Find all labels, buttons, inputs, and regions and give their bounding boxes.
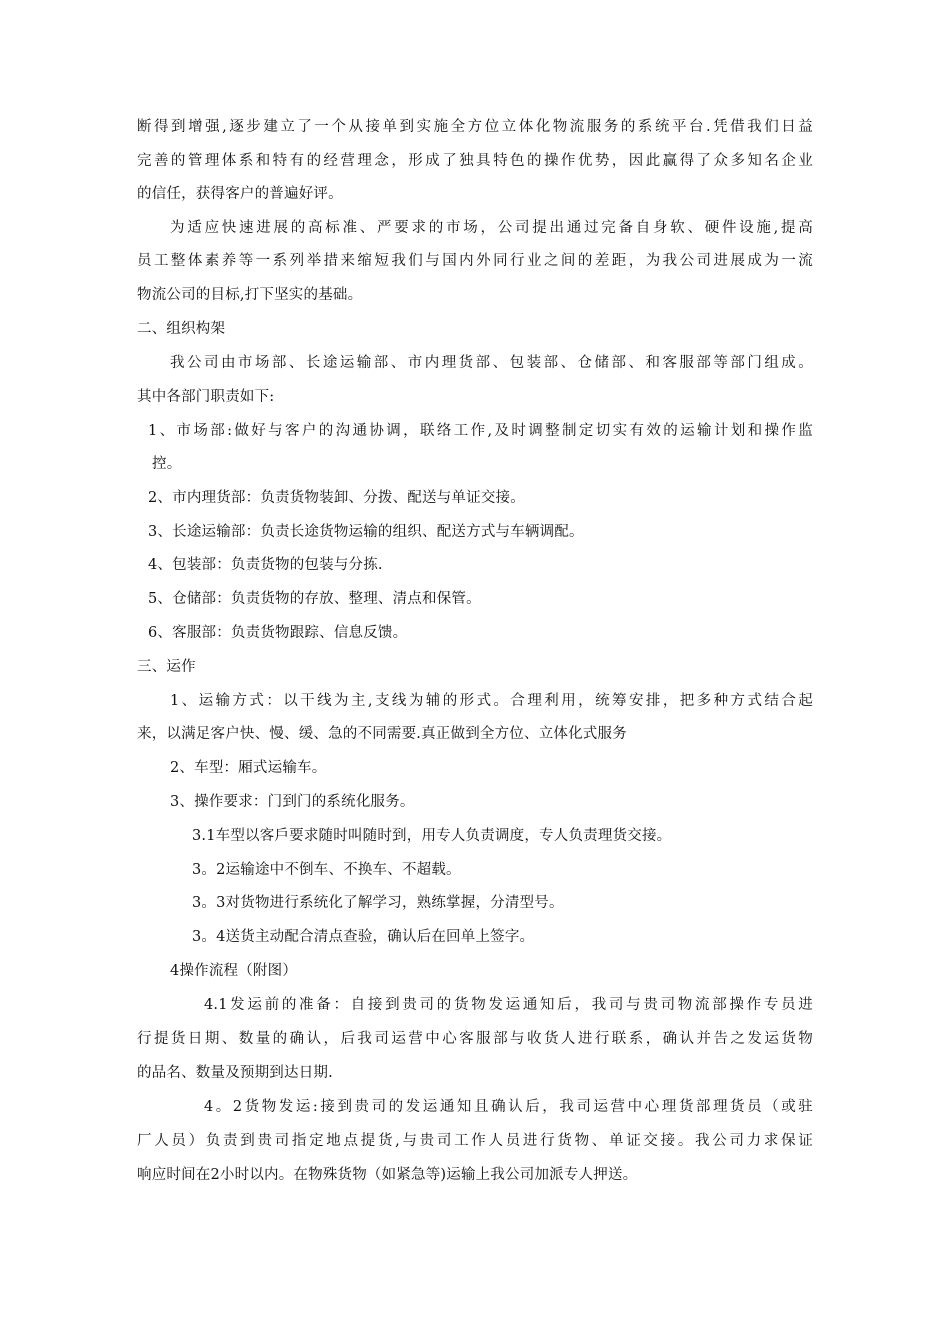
paragraph-line: 1、运输方式：以干线为主,支线为辅的形式。合理利用，统筹安排，把多种方式结合起 — [170, 693, 813, 709]
paragraph-line: 4操作流程（附图） — [170, 963, 298, 979]
list-item: 3。3对货物进行系统化了解学习，熟练掌握，分清型号。 — [192, 895, 564, 911]
paragraph-line: 断得到增强,逐步建立了一个从接单到实施全方位立体化物流服务的系统平台.凭借我们日益 — [137, 119, 813, 135]
paragraph-line: 行提货日期、数量的确认，后我司运营中心客服部与收货人进行联系，确认并告之发运货物 — [137, 1031, 813, 1047]
paragraph-line: 员工整体素养等一系列举措来缩短我们与国内外同行业之间的差距，为我公司进展成为一流 — [137, 253, 813, 269]
list-item: 控。 — [152, 456, 182, 472]
paragraph-line: 来，以满足客户快、慢、缓、急的不同需要.真正做到全方位、立体化式服务 — [137, 726, 627, 742]
list-item: 6、客服部：负责货物跟踪、信息反馈。 — [148, 625, 408, 641]
paragraph-line: 2、车型：厢式运输车。 — [170, 760, 327, 776]
paragraph-line: 我公司由市场部、长途运输部、市内理货部、包装部、仓储部、和客服部等部门组成。 — [170, 355, 813, 371]
list-item: 1、市场部:做好与客户的沟通协调，联络工作,及时调整制定切实有效的运输计划和操作监 — [148, 423, 813, 439]
paragraph-line: 4。2货物发运:接到贵司的发运通知且确认后，我司运营中心理货部理货员（或驻 — [204, 1099, 813, 1115]
paragraph-line: 物流公司的目标,打下坚实的基础。 — [137, 287, 363, 303]
list-item: 5、仓储部：负责货物的存放、整理、清点和保管。 — [148, 591, 481, 607]
paragraph-line: 响应时间在2小时以内。在物殊货物（如紧急等)运输上我公司加派专人押送。 — [137, 1167, 638, 1183]
paragraph-line: 的信任，获得客户的普遍好评。 — [137, 186, 343, 202]
paragraph-line: 为适应快速进展的高标准、严要求的市场，公司提出通过完备自身软、硬件设施,提高 — [170, 220, 813, 236]
list-item: 4、包装部：负责货物的包装与分拣. — [148, 557, 383, 573]
paragraph-line: 3、操作要求：门到门的系统化服务。 — [170, 794, 415, 810]
paragraph-line: 厂人员）负责到贵司指定地点提货,与贵司工作人员进行货物、单证交接。我公司力求保证 — [137, 1133, 813, 1149]
list-item: 3.1车型以客戶要求随时叫随时到，用专人负责调度，专人负责理货交接。 — [192, 828, 672, 844]
list-item: 2、市内理货部：负责货物装卸、分拨、配送与单证交接。 — [148, 490, 525, 506]
list-item: 3。4送货主动配合清点查验，确认后在回单上签字。 — [192, 929, 535, 945]
paragraph-line: 完善的管理体系和特有的经营理念，形成了独具特色的操作优势，因此赢得了众多知名企业 — [137, 153, 813, 169]
section-heading: 三、运作 — [137, 659, 196, 675]
paragraph-line: 4.1发运前的准备：自接到贵司的货物发运通知后，我司与贵司物流部操作专员进 — [204, 997, 813, 1013]
paragraph-line: 的品名、数量及预期到达日期. — [137, 1065, 333, 1081]
list-item: 3。2运输途中不倒车、不换车、不超载。 — [192, 862, 461, 878]
paragraph-line: 其中各部门职责如下: — [137, 389, 275, 405]
list-item: 3、长途运输部：负责长途货物运输的组织、配送方式与车辆调配。 — [148, 524, 584, 540]
section-heading: 二、组织构架 — [137, 321, 226, 337]
